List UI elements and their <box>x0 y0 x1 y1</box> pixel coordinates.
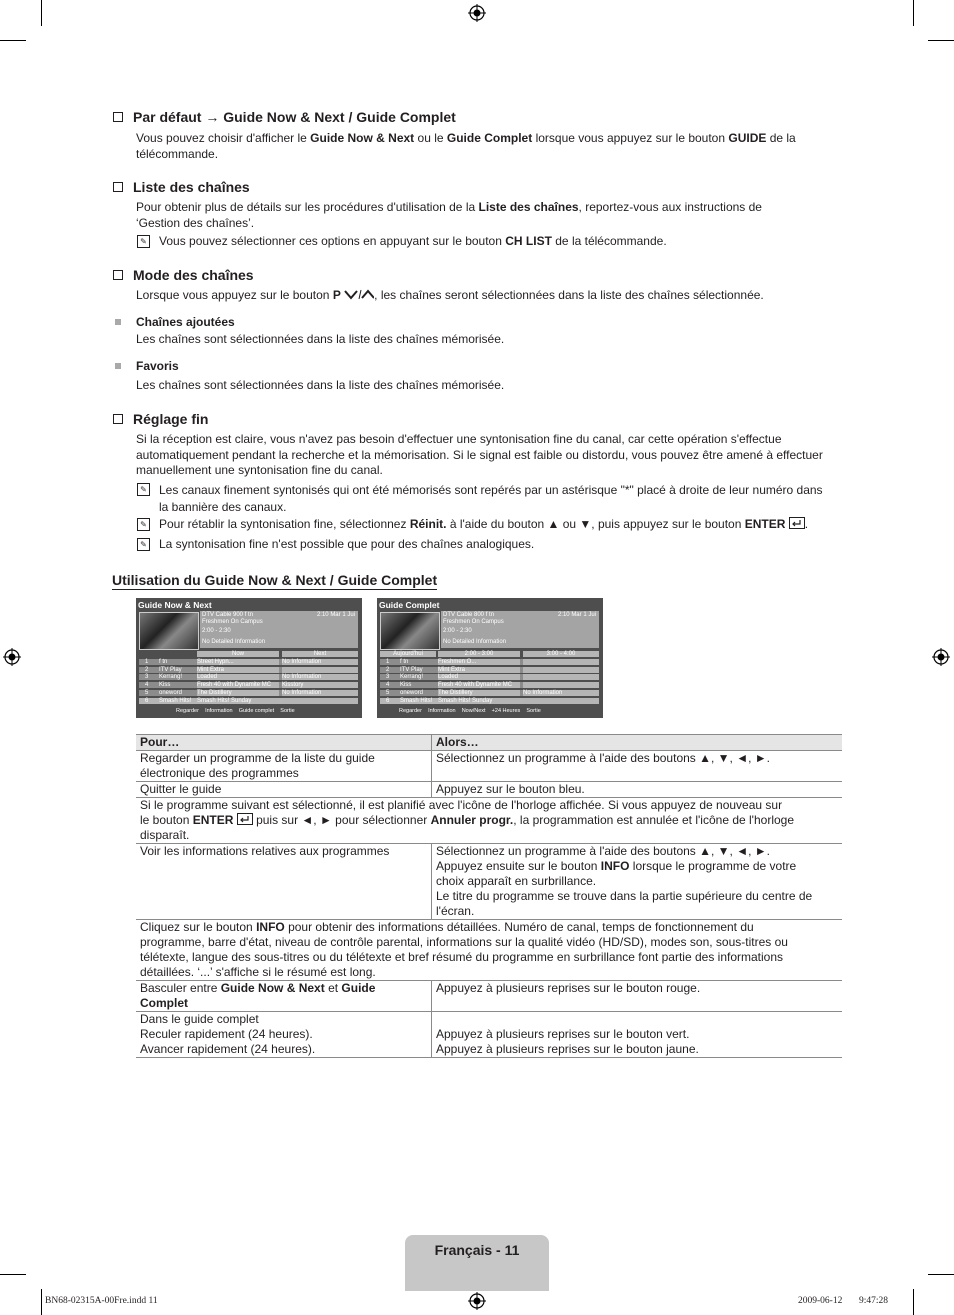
page-number: Français - 11 <box>434 1242 520 1258</box>
guide-channel-row[interactable] <box>380 690 599 696</box>
sub-heading-favorites: Favoris <box>136 359 179 373</box>
guide-column-header <box>380 651 599 657</box>
program-cell[interactable]: No Information <box>282 674 358 680</box>
info-channel: DTV Cable 900 f tn <box>202 612 254 618</box>
channel-number: 3 <box>386 674 390 681</box>
program-cell[interactable] <box>282 698 358 704</box>
section-heading-fine-tune: Réglage fin <box>113 411 208 427</box>
section-heading-channel-list: Liste des chaînes <box>113 179 250 195</box>
channel-up-down-icon <box>344 289 374 300</box>
channel-list-note: Vous pouvez sélectionner ces options en appuyant sur le bouton CH LIST de la télécommande. <box>159 234 667 248</box>
table-row <box>136 1012 842 1058</box>
guide-channel-row[interactable] <box>139 667 358 673</box>
channel-name: Smash Hits! <box>159 697 192 704</box>
info-slot: 2:00 - 2:30 <box>443 628 472 634</box>
table-row <box>136 844 842 920</box>
default-guide-text: Vous pouvez choisir d'afficher le Guide Now & Next ou le Guide Complet lorsque vous appuyez sur le bouton GUIDE de la télécommande. <box>136 131 796 161</box>
registration-mark-icon <box>468 1292 486 1310</box>
info-detail: No Detailed Information <box>443 639 507 645</box>
table-row <box>136 920 842 981</box>
guide-channel-row[interactable] <box>139 690 358 696</box>
info-detail: No Detailed Information <box>202 639 266 645</box>
program-cell[interactable]: Loaded <box>197 674 279 680</box>
enter-key-icon <box>789 517 805 529</box>
table-row <box>136 798 842 844</box>
program-cell[interactable]: Fresh 40 with Dynamite MC <box>197 682 279 688</box>
channel-name: ITV Play <box>159 666 182 673</box>
program-cell[interactable] <box>523 698 599 704</box>
section-heading-channel-mode: Mode des chaînes <box>113 267 254 283</box>
channel-number: 2 <box>386 666 390 673</box>
guide-title: Guide Complet <box>379 600 440 610</box>
table-cell: Voir les informations relatives aux programmes <box>136 844 432 920</box>
crop-mark <box>0 1274 26 1275</box>
info-slot: 2:00 - 2:30 <box>202 628 231 634</box>
channel-number: 5 <box>145 689 149 696</box>
info-program: Freshmen On Campus <box>202 619 263 625</box>
guide-channel-row[interactable] <box>139 659 358 665</box>
channel-name: Kiss <box>159 682 171 689</box>
table-row <box>136 751 842 782</box>
channel-name: Kiss <box>400 682 412 689</box>
section-heading-default-guide: Par défaut → Guide Now & Next / Guide Complet <box>113 109 456 125</box>
program-cell[interactable]: Kisstory <box>282 682 358 688</box>
usage-heading: Utilisation du Guide Now & Next / Guide Complet <box>112 572 438 588</box>
table-cell: Quitter le guide <box>136 782 432 798</box>
guide-channel-row[interactable] <box>139 682 358 688</box>
page-number-tab <box>405 1235 549 1291</box>
program-cell[interactable]: Fresh 40 with Dynamite MC <box>438 682 520 688</box>
crop-mark <box>928 1274 954 1275</box>
program-cell[interactable]: No Information <box>282 690 358 696</box>
guide-footer: Regarder Information Guide complet Sortie <box>176 708 295 714</box>
added-channels-text: Les chaînes sont sélectionnées dans la liste des chaînes mémorisée. <box>136 332 505 346</box>
crop-mark <box>41 1289 42 1315</box>
registration-mark-icon <box>468 4 486 22</box>
table-cell: Sélectionnez un programme à l'aide des boutons ▲, ▼, ◄, ►. <box>432 751 843 782</box>
channel-name: f tn <box>400 659 409 665</box>
program-cell[interactable]: The Distillery <box>438 690 520 696</box>
program-cell[interactable] <box>523 682 599 688</box>
table-cell: Sélectionnez un programme à l'aide des boutons ▲, ▼, ◄, ►. Appuyez ensuite sur le bouton INFO lorsque le programme de votre choix apparaît en surbrillance. Le titre du programme se trouve dans la partie supérieure du centre de l'écran. <box>432 844 843 920</box>
channel-list-text: Pour obtenir plus de détails sur les procédures d'utilisation de la Liste des chaînes, reportez-vous aux instructions de ‘Gestion des chaînes’. <box>136 200 762 230</box>
channel-number: 5 <box>386 689 390 696</box>
col-slot-2: 3:00 - 4:00 <box>523 651 599 657</box>
channel-name: oneword <box>159 689 183 696</box>
channel-name: oneword <box>400 689 424 696</box>
favorites-text: Les chaînes sont sélectionnées dans la liste des chaînes mémorisée. <box>136 378 505 392</box>
table-cell: Si le programme suivant est sélectionné, il est planifié avec l'icône de l'horloge affichée. Si vous appuyez de nouveau sur le bouton ENTER puis sur ◄, ► pour sélectionner Annuler progr., la programmation est annulée et l'icône de l'horloge disparaît. <box>136 798 842 844</box>
program-cell[interactable]: Mint Extra <box>438 667 520 673</box>
table-header-cell: Alors… <box>432 735 843 751</box>
program-cell[interactable]: Mint Extra <box>197 667 279 673</box>
channel-number: 1 <box>386 659 390 665</box>
col-slot-1: 2:00 - 3:00 <box>438 651 520 657</box>
guide-title: Guide Now & Next <box>138 600 212 610</box>
fine-tune-note-3: La syntonisation fine n'est possible que pour des chaînes analogiques. <box>159 537 535 551</box>
guide-channel-row[interactable] <box>380 659 599 665</box>
program-cell[interactable] <box>523 659 599 665</box>
info-program: Freshmen On Campus <box>443 619 504 625</box>
checkbox-bullet-icon <box>113 414 123 424</box>
fine-tune-text: Si la réception est claire, vous n'avez pas besoin d'effectuer une syntonisation fine du canal, car cette opération s'effectue automatiquement pendant la recherche et la mémorisation. Si le signal est faible ou distordu, vous pouvez être amené à effectuer manuellement une syntonisation fine du canal. <box>136 432 823 477</box>
guide-channel-row[interactable] <box>380 667 599 673</box>
col-day: Aujourd'hui <box>380 651 436 657</box>
table-header-row <box>136 735 842 751</box>
channel-number: 4 <box>386 682 390 689</box>
guide-actions-table <box>136 734 842 1058</box>
program-cell[interactable] <box>282 667 358 673</box>
table-cell: Basculer entre Guide Now & Next et Guide Complet <box>136 981 432 1012</box>
table-cell: Appuyez sur le bouton bleu. <box>432 782 843 798</box>
table-cell: Dans le guide complet Reculer rapidement (24 heures). Avancer rapidement (24 heures). <box>136 1012 432 1058</box>
program-info-panel <box>441 611 599 648</box>
program-cell[interactable]: Loaded <box>438 674 520 680</box>
program-cell[interactable]: No Information <box>523 690 599 696</box>
channel-number: 1 <box>145 659 149 665</box>
program-cell[interactable] <box>523 674 599 680</box>
print-date: 2009-06-12 9:47:28 <box>798 1296 888 1306</box>
channel-number: 2 <box>145 666 149 673</box>
info-time: 2:10 Mar 1 Jui <box>557 612 596 618</box>
channel-name: Kerrang! <box>159 674 183 681</box>
note-icon: ✎ <box>137 235 150 248</box>
crop-mark <box>0 40 26 41</box>
program-cell[interactable]: Freshmen O... <box>438 659 520 665</box>
registration-mark-icon <box>932 648 950 666</box>
channel-number: 3 <box>145 674 149 681</box>
program-info-panel <box>200 611 358 648</box>
program-cell[interactable]: Street Hypn... <box>197 659 279 665</box>
enter-key-icon <box>237 813 253 825</box>
col-now: Now <box>197 651 279 657</box>
table-row <box>136 981 842 1012</box>
channel-name: ITV Play <box>400 666 423 673</box>
program-cell[interactable]: Smash Hits! Sunday <box>197 698 279 704</box>
channel-number: 6 <box>145 697 149 704</box>
square-bullet-icon <box>115 319 121 325</box>
channel-number: 6 <box>386 697 390 704</box>
note-icon: ✎ <box>137 483 150 496</box>
sub-heading-added-channels: Chaînes ajoutées <box>136 315 235 329</box>
registration-mark-icon <box>3 648 21 666</box>
fine-tune-note-2: Pour rétablir la syntonisation fine, sélectionnez Réinit. à l'aide du bouton ▲ ou ▼, puis appuyez sur le bouton ENTER . <box>159 517 809 531</box>
channel-name: f tn <box>159 659 168 665</box>
guide-footer: Regarder Information Now/Next +24 Heures Sortie <box>399 708 541 714</box>
program-cell[interactable]: Smash Hits! Sunday <box>438 698 520 704</box>
program-cell[interactable]: The Distillery <box>197 690 279 696</box>
tv-preview-image <box>139 612 199 650</box>
col-next: Next <box>282 651 358 657</box>
guide-channel-row[interactable] <box>139 674 358 680</box>
guide-column-header <box>139 651 358 657</box>
note-icon: ✎ <box>137 518 150 531</box>
crop-mark <box>913 0 914 26</box>
info-time: 2:10 Mar 1 Jui <box>316 612 355 618</box>
crop-mark <box>928 40 954 41</box>
tv-preview-image <box>380 612 440 650</box>
guide-channel-row[interactable] <box>380 698 599 704</box>
info-channel: DTV Cable 800 f tn <box>443 612 495 618</box>
guide-channel-row[interactable] <box>139 698 358 704</box>
channel-mode-text: Lorsque vous appuyez sur le bouton P , les chaînes seront sélectionnées dans la liste des chaînes sélectionnée. <box>136 288 764 302</box>
guide-channel-row[interactable] <box>380 682 599 688</box>
fine-tune-note-1: Les canaux finement syntonisés qui ont été mémorisés sont repérés par un astérisque "*" placé à droite de leur numéro dans la bannière des canaux. <box>159 483 823 514</box>
program-cell[interactable]: No Information <box>282 659 358 665</box>
table-cell: Regarder un programme de la liste du guide électronique des programmes <box>136 751 432 782</box>
file-name: BN68-02315A-00Fre.indd 11 <box>45 1296 158 1306</box>
channel-name: Kerrang! <box>400 674 424 681</box>
checkbox-bullet-icon <box>113 270 123 280</box>
checkbox-bullet-icon <box>113 182 123 192</box>
crop-mark <box>41 0 42 26</box>
channel-number: 4 <box>145 682 149 689</box>
channel-name: Smash Hits! <box>400 697 433 704</box>
table-cell: Appuyez à plusieurs reprises sur le bouton rouge. <box>432 981 843 1012</box>
guide-channel-row[interactable] <box>380 674 599 680</box>
table-cell: Appuyez à plusieurs reprises sur le bouton vert. Appuyez à plusieurs reprises sur le bouton jaune. <box>432 1012 843 1058</box>
checkbox-bullet-icon <box>113 112 123 122</box>
table-row <box>136 782 842 798</box>
note-icon: ✎ <box>137 538 150 551</box>
program-cell[interactable] <box>523 667 599 673</box>
table-header-cell: Pour… <box>136 735 432 751</box>
square-bullet-icon <box>115 363 121 369</box>
table-cell: Cliquez sur le bouton INFO pour obtenir des informations détaillées. Numéro de canal, temps de fonctionnement du programme, barre d'état, niveau de contrôle parental, informations sur la qualité vidéo (HD/SD), modes son, sous-titres ou télétexte, langue des sous-titres ou du télétexte et bref résumé du programme en surbrillance font partie des informations détaillées. ‘...’ s'affiche si le résumé est long. <box>136 920 842 981</box>
guide-now-next-screenshot <box>136 598 362 718</box>
crop-mark <box>913 1289 914 1315</box>
guide-full-screenshot <box>377 598 603 718</box>
